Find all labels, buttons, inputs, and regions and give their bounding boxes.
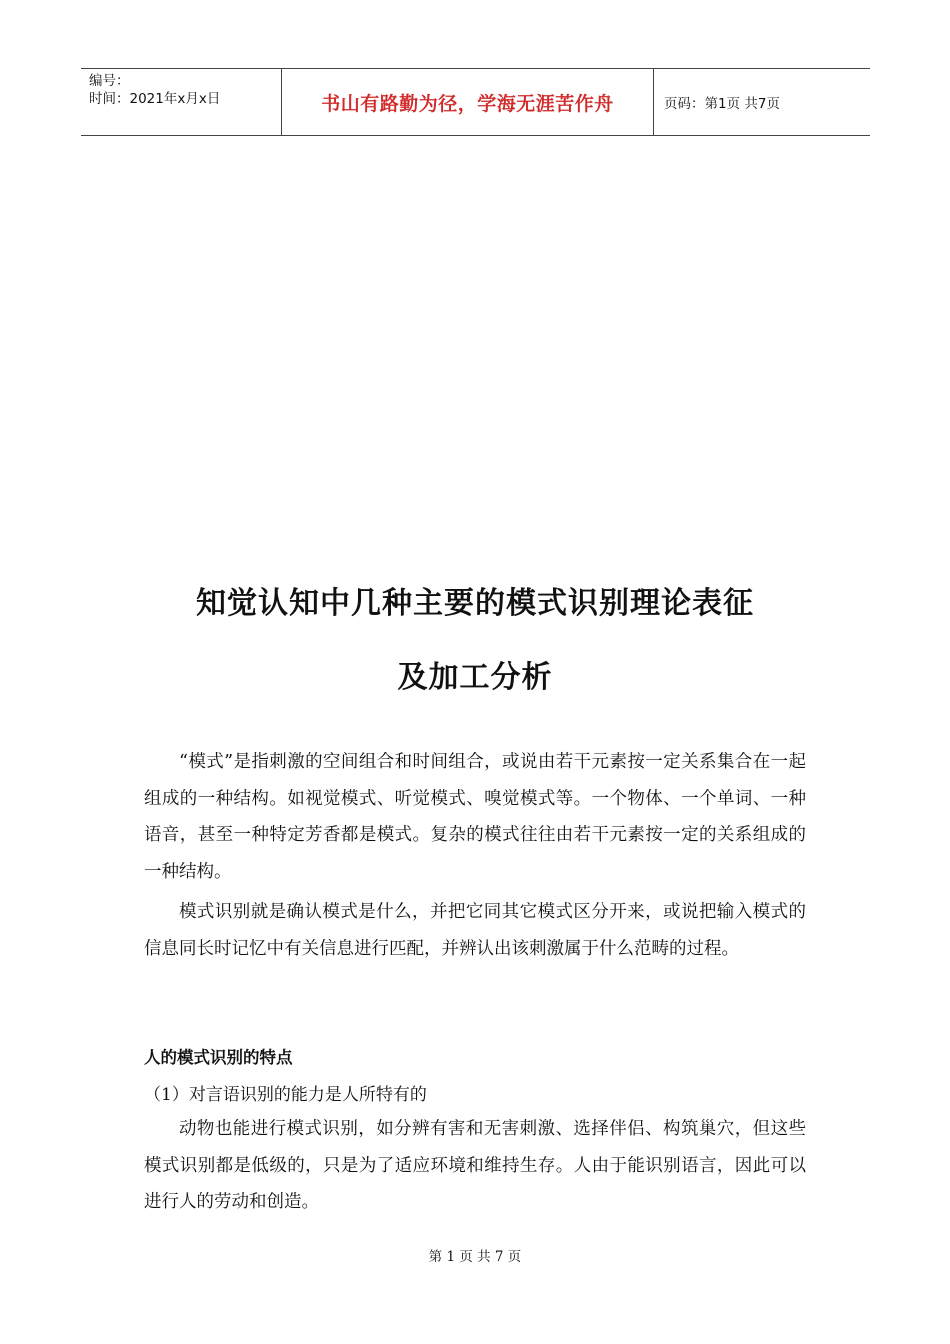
- paragraph-pattern-definition: “模式”是指刺激的空间组合和时间组合，或说由若干元素按一定关系集合在一起组成的一种结构。如视觉模式、听觉模式、嗅觉模式等。一个物体、一个单词、一种语音，甚至一种特定芳香都是模式。复杂的模式往往由若干元素按一定的关系组成的一种结构。: [144, 752, 806, 882]
- paragraph-pattern-recognition: 模式识别就是确认模式是什么，并把它同其它模式区分开来，或说把输入模式的信息同长时记忆中有关信息进行匹配，并辨认出该刺激属于什么范畴的过程。: [144, 902, 806, 959]
- header-page-info: 页码：第1页 共7页: [664, 96, 780, 112]
- document-number-label: 编号：: [89, 73, 130, 89]
- document-title-line-1: 知觉认知中几种主要的模式识别理论表征: [196, 586, 754, 621]
- page-footer: 第 1 页 共 7 页: [428, 1249, 522, 1265]
- list-item-speech-recognition: （1）对言语识别的能力是人所特有的: [144, 1085, 427, 1105]
- paragraph-animal-recognition: 动物也能进行模式识别，如分辨有害和无害刺激、选择伴侣、构筑巢穴，但这些模式识别都是低级的，只是为了适应环境和维持生存。人由于能识别语言，因此可以进行人的劳动和创造。: [144, 1119, 806, 1212]
- document-date-label: 时间：2021年x月x日: [89, 91, 221, 107]
- header-motto: 书山有路勤为径，学海无涯苦作舟: [281, 69, 654, 135]
- header-meta: [81, 69, 281, 135]
- document-title-line-2: 及加工分析: [397, 660, 553, 695]
- page-header: [81, 68, 870, 136]
- section-heading: 人的模式识别的特点: [144, 1048, 293, 1067]
